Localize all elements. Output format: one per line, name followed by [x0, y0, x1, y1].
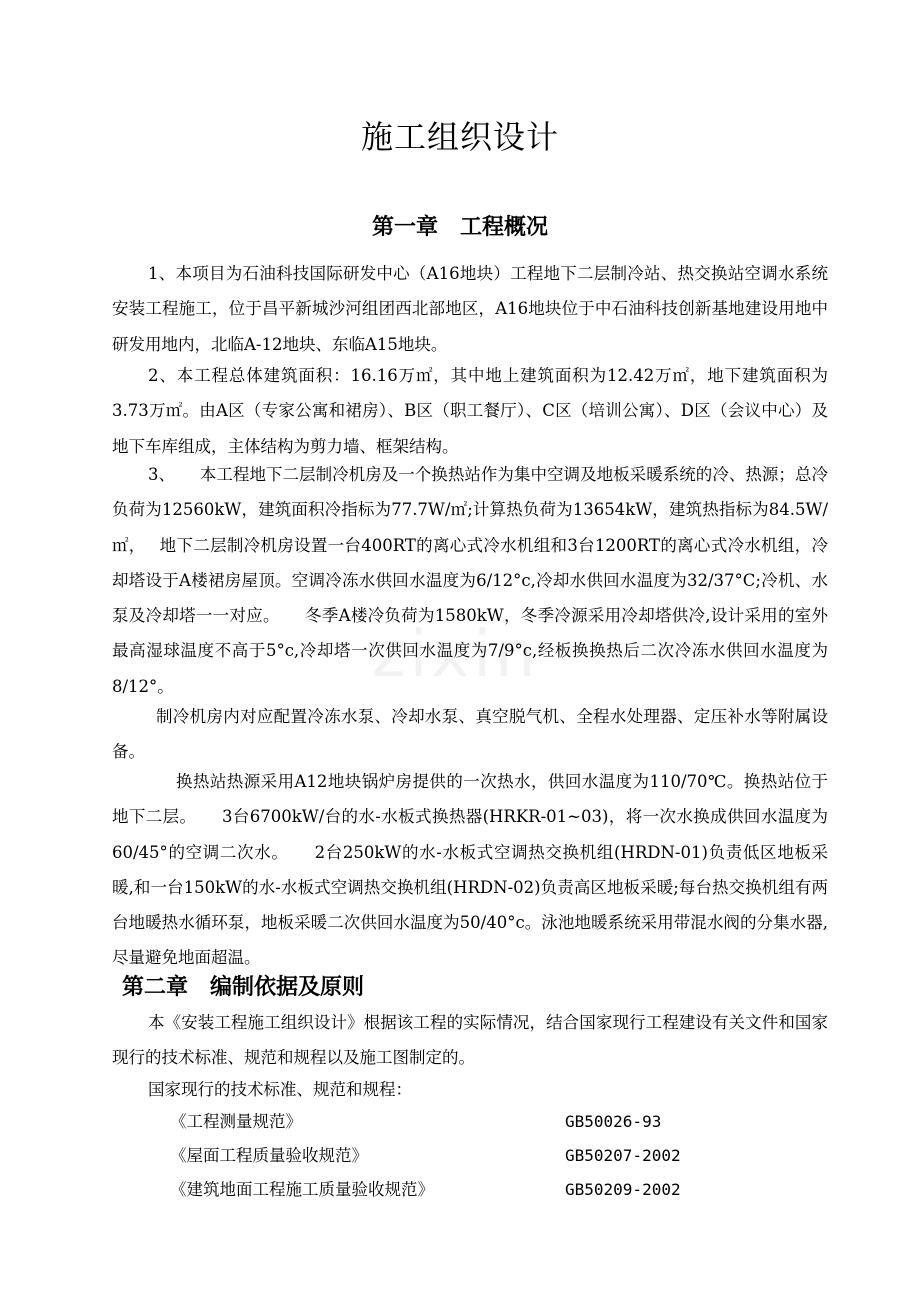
standard-name: 《工程测量规范》: [170, 1112, 302, 1131]
standards-list: [170, 1105, 730, 1207]
watermark: zixin: [372, 618, 540, 692]
standard-name: 《屋面工程质量验收规范》: [170, 1146, 368, 1165]
standard-row: [170, 1105, 730, 1139]
standard-row: [170, 1139, 730, 1173]
paragraph-2: 2、本工程总体建筑面积：16.16万㎡，其中地上建筑面积为12.42万㎡，地下建筑面积为3.73万㎡。由A区（专家公寓和裙房）、B区（职工餐厅）、C区（培训公寓）、D区（会议中心）及地下车库组成，主体结构为剪力墙、框架结构。: [112, 366, 828, 456]
paragraph-4: 制冷机房内对应配置冷冻水泵、冷却水泵、真空脱气机、全程水处理器、定压补水等附属设备。: [112, 707, 828, 762]
chapter-2-heading: 第二章 编制依据及原则: [122, 975, 365, 1000]
paragraph-1: 1、本项目为石油科技国际研发中心（A16地块）工程地下二层制冷站、热交换站空调水系统安装工程施工，位于昌平新城沙河组团西北部地区，A16地块位于中石油科技创新基地建设用地中研发用地内，北临A-12地块、东临A15地块。: [112, 264, 828, 354]
standard-code: GB50209-2002: [565, 1180, 681, 1199]
standard-code: GB50207-2002: [565, 1146, 681, 1165]
paragraph-5: 换热站热源采用A12地块锅炉房提供的一次热水，供回水温度为110/70℃。换热站位于地下二层。 3台6700kW/台的水-水板式换热器(HRKR-01~03)，将一次水换成供回水温度为60/45°的空调二次水。 2台250kW的水-水板式空调热交换机组(HRDN-01)负责低区地板采暖,和一台150kW的水-水板式空调热交换机组(HRDN-02)负责高区地板采暖;每台热交换机组有两台地暖热水循环泵，地板采暖二次供回水温度为50/40°c。泳池地暖系统采用带混水阀的分集水器,尽量避免地面超温。: [112, 772, 828, 968]
paragraph-3: 3、 本工程地下二层制冷机房及一个换热站作为集中空调及地板采暖系统的冷、热源；总冷负荷为12560kW，建筑面积冷指标为77.7W/㎡;计算热负荷为13654kW，建筑热指标为84.5W/㎡， 地下二层制冷机房设置一台400RT的离心式冷水机组和3台1200RT的离心式冷水机组，冷却塔设于A楼裙房屋顶。空调冷冻水供回水温度为6/12°c,冷却水供回水温度为32/37°C;冷机、水泵及冷却塔一一对应。 冬季A楼冷负荷为1580kW，冬季冷源采用冷却塔供冷,设计采用的室外最高湿球温度不高于5°c,冷却塔一次供回水温度为7/9°c,经板换换热后二次冷冻水供回水温度为8/12°。: [112, 465, 828, 696]
chapter-1-heading: 第一章 工程概况: [371, 215, 548, 240]
document-title: 施工组织设计: [360, 118, 559, 156]
standard-code: GB50026-93: [565, 1112, 662, 1131]
chapter-2-intro: 本《安装工程施工组织设计》根据该工程的实际情况，结合国家现行工程建设有关文件和国家现行的技术标准、规范和规程以及施工图制定的。: [112, 1013, 828, 1068]
standards-label: 国家现行的技术标准、规范和规程：: [148, 1080, 412, 1099]
standard-row: [170, 1173, 730, 1207]
standard-name: 《建筑地面工程施工质量验收规范》: [170, 1180, 434, 1199]
